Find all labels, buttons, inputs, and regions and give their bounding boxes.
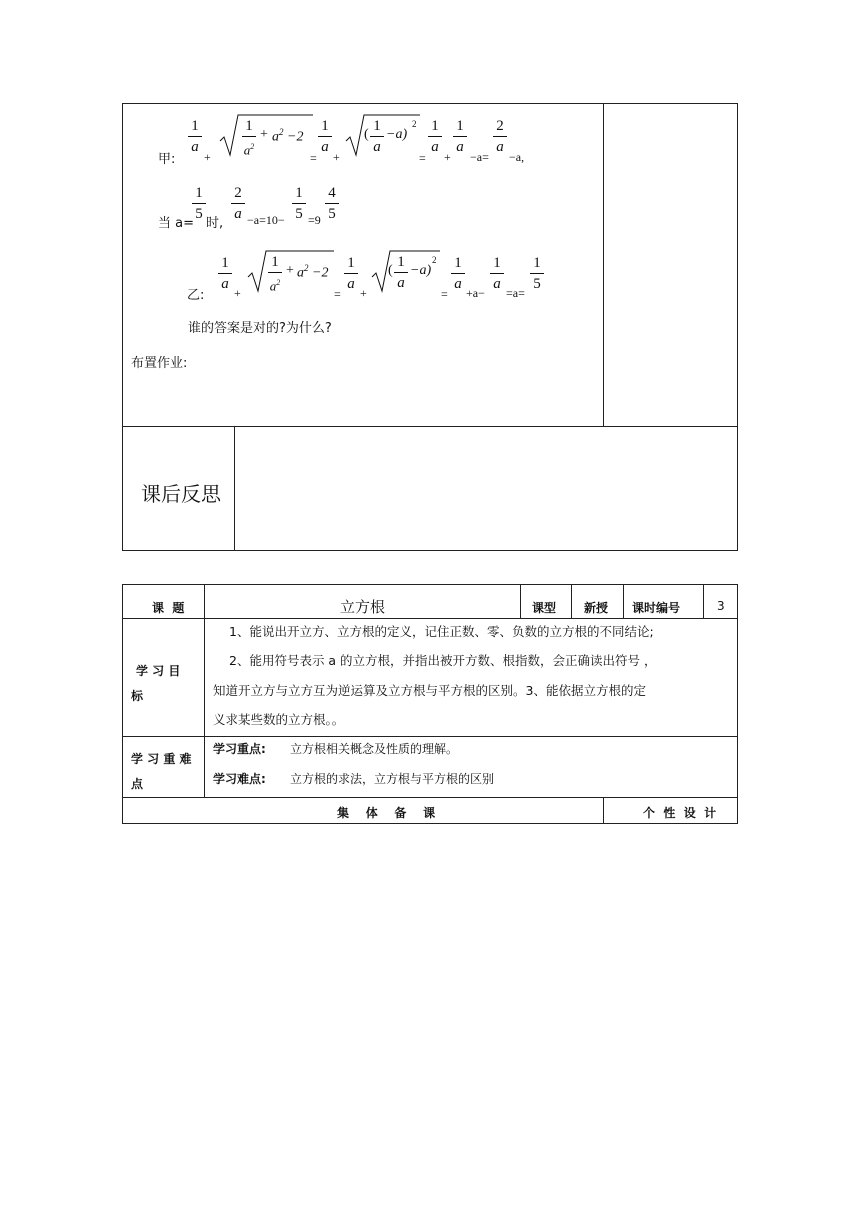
jia-frac-1: 1 a (188, 117, 202, 156)
key-point-text: 立方根相关概念及性质的理解。 (290, 742, 459, 756)
lower-row-line-1 (122, 618, 738, 619)
yi-label: 乙: (187, 288, 205, 303)
yi-frac-1: 1 a (218, 254, 232, 293)
upper-divider-right (603, 103, 604, 427)
jia-sqrt-2: ( 1 a −a) 2 (344, 113, 420, 159)
when-frac-1: 1 5 (192, 184, 206, 223)
when-eq9: =9 (308, 213, 321, 227)
lower-col-line (603, 797, 604, 824)
homework-label: 布置作业: (131, 356, 188, 371)
goal-line-3: 知道开立方与立方互为逆运算及立方根与平方根的区别。3、能依据立方根的定 (213, 683, 646, 698)
lower-row-line-3 (122, 797, 738, 798)
lower-col-line (623, 584, 624, 618)
yi-frac-4: 1 a (490, 254, 504, 293)
key-label-2: 点 (131, 777, 144, 791)
lower-col-line (571, 584, 572, 618)
jia-sqrt-1: 1 $a^2$ + $a^2 -2$ (218, 113, 313, 159)
jia-frac-3: 1 a (428, 117, 442, 156)
topic-label: 课 题 (152, 601, 185, 615)
when-frac-3: 1 5 (292, 184, 306, 223)
lower-col-line (703, 584, 704, 618)
personal-label: 个 性 设 计 (643, 806, 717, 820)
jia-frac-2: 1 a (318, 117, 332, 156)
lower-col-line (204, 584, 205, 797)
upper-divider-row (122, 426, 738, 427)
collective-label: 集 体 备 课 (337, 806, 436, 820)
equals-sign: = (310, 151, 317, 165)
equals-sign: = (419, 151, 426, 165)
equals-sign: = (441, 287, 448, 301)
yi-tail-1: +a− (466, 286, 485, 300)
key-point-label: 学习重点: (213, 742, 266, 756)
reflection-label: 课后反思 (141, 482, 221, 506)
jia-minus-a-eq: −a= (470, 150, 489, 164)
plus-sign: + (444, 150, 451, 164)
when-time: 时, (206, 216, 224, 231)
when-rest: −a=10− (247, 213, 285, 227)
goal-line-2: 2、能用符号表示 a 的立方根，并指出被开方数、根指数，会正确读出符号 ， (229, 653, 657, 668)
when-label: 当 a= (158, 216, 194, 231)
lower-col-line (520, 584, 521, 618)
topic-value: 立方根 (340, 598, 386, 616)
lower-row-line-2 (122, 736, 738, 737)
jia-minus-a: −a, (509, 150, 525, 164)
diff-point-text: 立方根的求法，立方根与平方根的区别 (290, 772, 495, 786)
lesson-no-value: 3 (717, 599, 725, 613)
plus-sign: + (333, 150, 340, 164)
goal-label-2: 标 (131, 689, 144, 703)
goal-line-1: 1、能说出开立方、立方根的定义，记住正数、零、负数的立方根的不同结论; (229, 624, 654, 639)
jia-frac-4: 1 a (453, 117, 467, 156)
goal-line-4: 义求某些数的立方根。。 (213, 712, 345, 727)
yi-frac-2: 1 a (344, 254, 358, 293)
yi-frac-5: 1 5 (530, 254, 544, 293)
plus-sign: + (234, 286, 241, 300)
yi-tail-2: =a= (506, 286, 525, 300)
type-value: 新授 (584, 601, 609, 615)
yi-sqrt-1: 1 $a^2$ + $a^2 -2$ (246, 249, 334, 295)
jia-label: 甲: (158, 152, 176, 167)
plus-sign: + (204, 150, 211, 164)
key-label-1: 学 习 重 难 (131, 752, 192, 766)
when-frac-4: 4 5 (325, 184, 339, 223)
diff-point-label: 学习难点: (213, 772, 266, 786)
reflection-divider (234, 426, 235, 551)
question-text: 谁的答案是对的?为什么? (188, 321, 332, 336)
yi-sqrt-2: ( 1 a −a) 2 (370, 249, 440, 295)
plus-sign: + (360, 286, 367, 300)
type-label: 课型 (532, 601, 557, 615)
when-frac-2: 2 a (231, 184, 245, 223)
yi-frac-3: 1 a (451, 254, 465, 293)
lesson-no-label: 课时编号 (632, 601, 681, 615)
goal-label-1: 学 习 目 (136, 664, 181, 678)
lower-table (122, 584, 738, 824)
equals-sign: = (334, 287, 341, 301)
jia-frac-5: 2 a (493, 117, 507, 156)
